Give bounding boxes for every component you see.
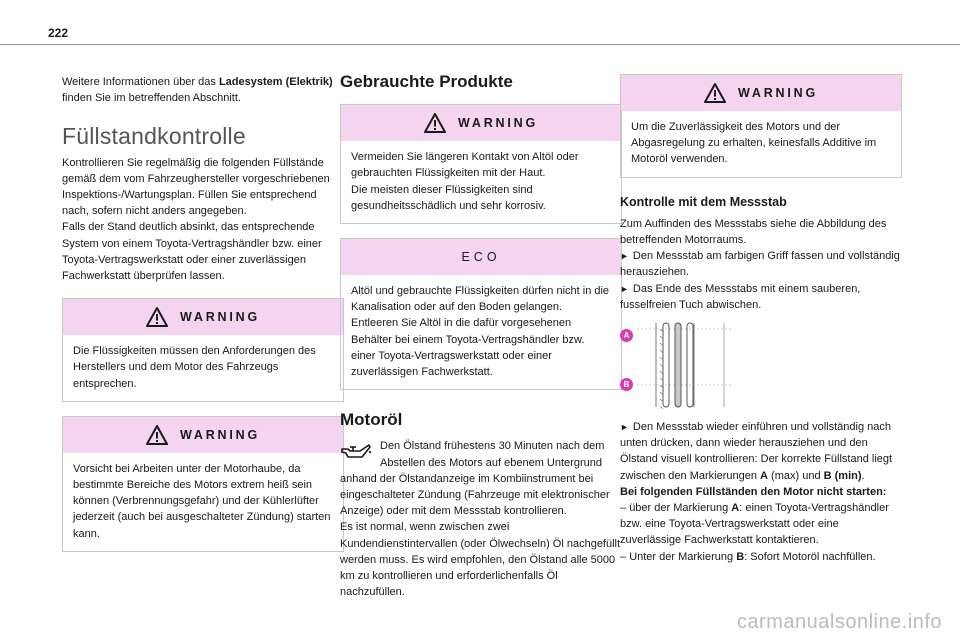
warning-title: WARNING [179,427,260,442]
dash-2-text-end: : Sofort Motoröl nachfüllen. [744,550,876,563]
motoroel-paragraph [340,438,622,600]
intro-bold: Ladesystem (Elektrik) [218,76,333,88]
fuellstand-para-1: Kontrollieren Sie regelmäßig die folgenden Füllstände gemäß dem vom Fahrzeughersteller vorgeschriebenen Inspektions-/Wartungsplan. Füllen Sie entsprechend nach, sofern nicht anders angegeben. [62,156,330,218]
dipstick-figure [620,321,902,409]
header-rule [0,44,960,45]
dash-1-text: über der Markierung [629,502,732,515]
watermark: carmanualsonline.info [736,611,942,633]
warning-box-fluids [62,298,344,402]
step-3-mark-b: B (min) [823,469,862,482]
column-3 [620,74,902,565]
warning-title: WARNING [737,85,818,100]
page-number: 222 [48,26,69,40]
step-2-text: Das Ende des Messstabs mit einem sauberen, fusselfreien Tuch abwischen. [620,282,861,311]
dash-item-2: – Unter der Markierung B: Sofort Motoröl nachfüllen. [620,550,876,563]
step-3-text-end: . [861,469,865,482]
motoroel-text: Den Ölstand frühestens 30 Minuten nach dem Abstellen des Motors auf ebenem Untergrund anhand der Ölstandanzeige im Kombiinstrument bei eingeschalteter Zündung (Fahrzeuge mit elektronischer Anzeige) oder mit dem Messstab kontrollieren. [340,440,610,518]
step-3-text-mid: (max) und [767,469,824,482]
fuellstand-para-2: Falls der Stand deutlich absinkt, das entsprechende System von einem Toyota-Vertragshändler bzw. einer Toyota-Vertragswerkstatt oder einer zuverlässigen Fachwerkstatt überprüfen lassen. [62,221,322,283]
dash-2-text: Unter der Markierung [629,550,737,563]
warning-header [63,299,343,335]
motoroel-heading: Motoröl [340,410,403,430]
marker-b: B [620,378,633,391]
dash-1-mark: A [731,502,740,515]
intro-paragraph [62,74,344,106]
eco-box [340,238,622,390]
eco-text: Altöl und gebrauchte Flüssigkeiten dürfen nicht in die Kanalisation oder auf den Boden gelangen. Entleeren Sie Altöl in die dafür vorgesehenen Behälter bei einem Toyota-Vertragshändler bzw. einer Toyota-Vertragswerkstatt oder einer zuverlässigen Fachwerkstatt. [351,285,610,379]
column-2 [340,74,622,600]
step-3-mark-a: A [760,469,768,482]
step-1-text: Den Messstab am farbigen Griff fassen und vollständig herausziehen. [620,250,900,279]
motoroel-text-2: Es ist normal, wenn zwischen zwei Kundendienstintervallen (oder Ölwechseln) Öl nachgefüllt werden muss. Es wird empfohlen, den Ölstand alle 5000 km zu kontrollieren und erforderlichenfalls Öl nachzufüllen. [340,521,621,599]
warning-title: WARNING [179,310,260,325]
oil-can-icon [340,440,372,462]
eco-title: ECO [461,249,501,264]
warning-line-2: Die meisten dieser Flüssigkeiten sind gesundheitsschädlich und sehr korrosiv. [351,183,546,212]
gebrauchte-produkte-heading: Gebrauchte Produkte [340,72,513,91]
step-3 [620,419,902,484]
warning-triangle-icon [146,307,168,327]
messstab-intro: Zum Auffinden des Messstabs siehe die Abbildung des betreffenden Motorraums. [620,217,887,247]
warning-line-1: Vermeiden Sie längeren Kontakt von Altöl oder gebrauchten Flüssigkeiten mit der Haut. [351,151,579,180]
dipstick-illustration [632,321,742,409]
step-2 [620,281,902,313]
warning-box-hot-engine [62,416,344,552]
arrow-icon: ► [620,422,629,433]
warning-title: WARNING [457,116,538,131]
no-start-warning [620,484,902,500]
warning-triangle-icon [146,425,168,445]
warning-header [341,105,621,141]
dash-2-mark: B [736,550,745,563]
warning-header [621,75,901,111]
messstab-heading: Kontrolle mit dem Messstab [620,194,787,209]
marker-a: A [620,329,633,342]
warning-box-additives [620,74,902,178]
arrow-icon: ► [620,283,629,294]
intro-text: Weitere Informationen über das [62,76,219,88]
column-1 [62,74,344,566]
dash-1-text-end: : einen Toyota-Vertragshändler bzw. eine Toyota-Vertragswerkstatt oder eine zuverlässige Fachwerkstatt kontaktieren. [620,502,889,547]
warning-header [63,417,343,453]
warning-text: Um die Zuverlässigkeit des Motors und der Abgasregelung zu erhalten, keinesfalls Additive im Motoröl verwenden. [631,121,877,166]
warning-triangle-icon [424,113,446,133]
warning-text [341,141,621,223]
intro-text-end: finden Sie im betreffenden Abschnitt. [62,92,241,105]
no-start-text: Bei folgenden Füllständen den Motor nicht starten: [620,485,887,498]
fuellstand-heading: Füllstandkontrolle [62,123,246,150]
warning-triangle-icon [704,83,726,103]
warning-box-used-oil [340,104,622,224]
warning-text: Vorsicht bei Arbeiten unter der Motorhaube, da bestimmte Bereiche des Motors extrem heiß sein können (Verbrennungsgefahr) und der Kühlerlüfter jederzeit (auch bei ausgeschalteter Zündung) starten kann. [73,462,331,540]
warning-text: Die Flüssigkeiten müssen den Anforderungen des Herstellers und dem Motor des Fahrzeugs entsprechen. [73,345,316,390]
step-3-text: Den Messstab wieder einführen und vollständig nach unten drücken, dann wieder herausziehen und den Ölstand visuell kontrollieren: Der korrekte Füllstand liegt zwischen den Markierungen [620,421,893,482]
dash-item-1: – über der Markierung A: einen Toyota-Vertragshändler bzw. eine Toyota-Vertragswerkstatt oder eine zuverlässige Fachwerkstatt kontaktieren. [620,502,889,547]
arrow-icon: ► [620,251,629,262]
eco-header [341,239,621,275]
step-1 [620,248,902,280]
